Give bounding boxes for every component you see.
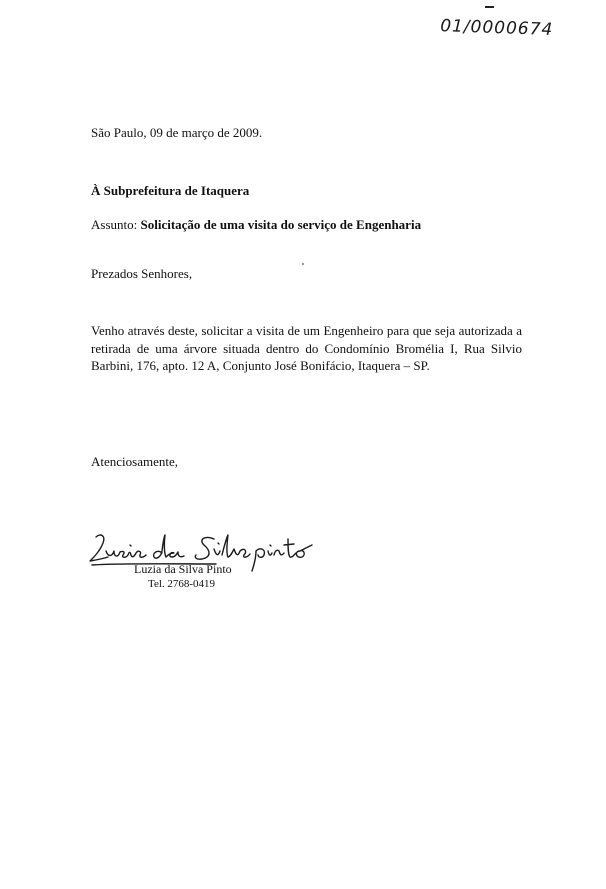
place-date: São Paulo, 09 de março de 2009. [91,125,263,140]
signer-name: Luzia da Silva Pinto [134,562,232,576]
subject-line [91,216,421,233]
subject-label: Assunto: [91,217,141,232]
closing: Atenciosamente, [91,454,178,469]
signer-phone: Tel. 2768-0419 [148,578,216,590]
protocol-stamp: 01/0000674 [439,16,554,41]
recipient: À Subprefeitura de Itaquera [91,183,250,198]
stamp-mark [485,6,494,8]
scan-speck [302,263,304,265]
body-paragraph: Venho através deste, solicitar a visita de um Engenheiro para que seja autorizada a retirada de uma árvore situada dentro do Condomínio Bromélia I, Rua Silvio Barbini, 176, apto. 12 A, Conjunto José Bonifácio, Itaquera – SP. [91,323,522,373]
subject-value: Solicitação de uma visita do serviço de Engenharia [140,217,422,232]
salutation: Prezados Senhores, [91,266,193,281]
